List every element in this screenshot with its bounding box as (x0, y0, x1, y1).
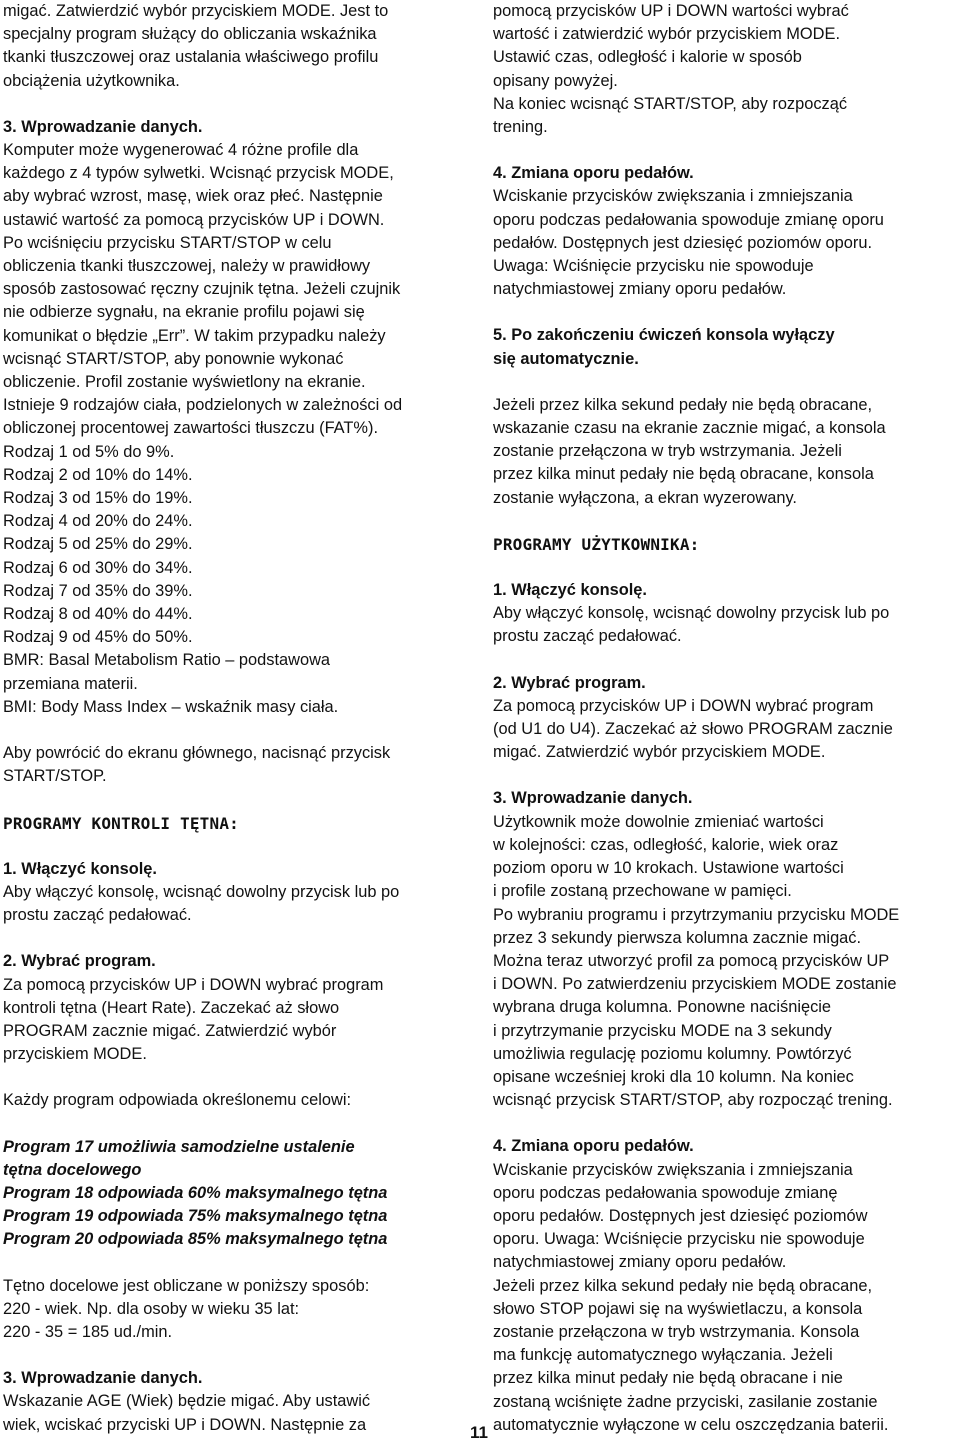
step-4-body: Wciskanie przycisków zwiększania i zmniejszania oporu podczas pedałowania spowoduje zmianę oporu pedałów. Dostępnych jest dziesięć poziomów oporu. Uwaga: Wciśnięcie przycisku nie spowoduje natychmiastowej zmiany oporu pedałów. (493, 187, 884, 299)
hr-step-3-body: Wskazanie AGE (Wiek) będzie migać. Aby ustawić wiek, wciskać przyciski UP i DOWN. Następnie za (3, 1392, 371, 1434)
user-step-3-body: Użytkownik może dowolnie zmieniać wartości w kolejności: czas, odległość, kalorie, wiek oraz poziom oporu w 10 krokach. Ustawione wartości i profile zostaną przechowane w pamięci. Po wybraniu programu i przytrzymaniu przycisku MODE przez 3 sekundy pierwsza kolumna zacznie migać. Można teraz utworzyć profil za pomocą przycisków UP i DOWN. Po zatwierdzeniu przyciskiem MODE zostanie wybrana druga kolumna. Ponowne naciśnięcie i przytrzymanie przycisku MODE na 3 sekundy umożliwia regulację poziomu kolumny. Powtórzyć opisane wcześniej kroki dla 10 kolumn. Na koniec wcisnąć przycisk START/STOP, aby rozpocząć trening. (493, 812, 900, 1110)
user-step-1-body: Aby włączyć konsolę, wcisnąć dowolny przycisk lub po prostu zacząć pedałować. (493, 604, 890, 646)
page-number: 11 (470, 1423, 488, 1442)
right-column (493, 0, 960, 1437)
target-hr-formula: Tętno docelowe jest obliczane w poniższy sposób: 220 - wiek. Np. dla osoby w wieku 35 lat: 220 - 35 = 185 ud./min. (3, 1276, 370, 1341)
body-type-item: Rodzaj 9 od 45% do 50%. (3, 628, 193, 647)
hr-step-2-heading: 2. Wybrać program. (3, 952, 156, 971)
user-step-4-heading: 4. Zmiana oporu pedałów. (493, 1137, 694, 1156)
bmi-definition: BMI: Body Mass Index – wskaźnik masy ciała. (3, 697, 339, 716)
program-item: Program 17 umożliwia samodzielne ustalenie tętna docelowego (3, 1137, 355, 1179)
continued-paragraph: pomocą przycisków UP i DOWN wartości wybrać wartość i zatwierdzić wybór przyciskiem MODE. Ustawić czas, odległość i kalorie w sposób opisany powyżej. Na koniec wcisnąć START/STOP, aby rozpocząć trening. (493, 2, 849, 137)
body-type-item: Rodzaj 4 od 20% do 24%. (3, 512, 193, 531)
user-step-1-heading: 1. Włączyć konsolę. (493, 581, 647, 600)
step-3-body: Komputer może wygenerować 4 różne profile dla każdego z 4 typów sylwetki. Wcisnąć przycisk MODE, aby wybrać wzrost, masę, wiek oraz płeć. Następnie ustawić wartość za pomocą przycisków UP i DOWN. Po wciśnięciu przycisku START/STOP w celu obliczenia tkanki tłuszczowej, należy w prawidłowy sposób zastosować ręczny czujnik tętna. Jeżeli czujnik nie odbierze sygnału, na ekranie profilu pojawi się komunikat o błędzie „Err”. W takim przypadku należy wcisnąć START/STOP, aby ponownie wykonać obliczenie. Profil zostanie wyświetlony na ekranie. Istnieje 9 rodzajów ciała, podzielonych w zależności od obliczonej procentowej zawartości tłuszczu (FAT%). (3, 141, 403, 438)
intro-paragraph: migać. Zatwierdzić wybór przyciskiem MODE. Jest to specjalny program służący do obliczania wskaźnika tkanki tłuszczowej oraz ustalania właściwego profilu obciążenia użytkownika. (3, 2, 389, 90)
return-instruction: Aby powrócić do ekranu głównego, nacisnąć przycisk START/STOP. (3, 744, 391, 786)
body-type-item: Rodzaj 2 od 10% do 14%. (3, 465, 193, 484)
left-column (3, 0, 473, 1437)
hr-step-1-heading: 1. Włączyć konsolę. (3, 859, 157, 878)
program-item: Program 20 odpowiada 85% maksymalnego tętna (3, 1230, 388, 1249)
user-step-4-body: Wciskanie przycisków zwiększania i zmniejszania oporu podczas pedałowania spowoduje zmianę oporu pedałów. Dostępnych jest dziesięć poziomów oporu. Uwaga: Wciśnięcie przycisku nie spowoduje natychmiastowej zmiany oporu pedałów. Jeżeli przez kilka sekund pedały nie będą obracane, słowo STOP pojawi się na wyświetlaczu, a konsola zostanie przełączona w tryb wstrzymania. Konsola ma funkcję automatycznego wyłączania. Jeżeli przez kilka minut pedały nie będą obracane i nie zostaną wciśnięte żadne przyciski, zasilanie zostanie automatycznie wyłączone w celu oszczędzania baterii. (493, 1160, 889, 1434)
user-step-2-heading: 2. Wybrać program. (493, 673, 646, 692)
step-5-body: Jeżeli przez kilka sekund pedały nie będą obracane, wskazanie czasu na ekranie zacznie migać, a konsola zostanie przełączona w tryb wstrzymania. Jeżeli przez kilka minut pedały nie będą obracane, konsola zostanie wyłączona, a ekran wyzerowany. (493, 395, 886, 507)
program-item: Program 19 odpowiada 75% maksymalnego tętna (3, 1207, 388, 1226)
program-goals-intro: Każdy program odpowiada określonemu celowi: (3, 1091, 352, 1110)
body-type-item: Rodzaj 5 od 25% do 29%. (3, 535, 193, 554)
user-step-3-heading: 3. Wprowadzanie danych. (493, 789, 693, 808)
user-programs-section-title: PROGRAMY UŻYTKOWNIKA: (493, 534, 700, 554)
body-type-item: Rodzaj 6 od 30% do 34%. (3, 558, 193, 577)
step-3-heading: 3. Wprowadzanie danych. (3, 117, 203, 136)
hr-step-1-body: Aby włączyć konsolę, wcisnąć dowolny przycisk lub po prostu zacząć pedałować. (3, 882, 400, 925)
body-type-item: Rodzaj 7 od 35% do 39%. (3, 581, 193, 600)
heart-rate-section-title: PROGRAMY KONTROLI TĘTNA: (3, 813, 239, 833)
program-item: Program 18 odpowiada 60% maksymalnego tętna (3, 1183, 388, 1202)
body-type-item: Rodzaj 1 od 5% do 9%. (3, 442, 175, 461)
body-type-item: Rodzaj 3 od 15% do 19%. (3, 489, 193, 508)
user-step-2-body: Za pomocą przycisków UP i DOWN wybrać program (od U1 do U4). Zaczekać aż słowo PROGRAM zacznie migać. Zatwierdzić wybór przyciskiem MODE. (493, 696, 893, 762)
hr-step-2-body: Za pomocą przycisków UP i DOWN wybrać program kontroli tętna (Heart Rate). Zaczekać aż słowo PROGRAM zacznie migać. Zatwierdzić wybór przyciskiem MODE. (3, 975, 384, 1064)
bmr-definition: BMR: Basal Metabolism Ratio – podstawowa przemiana materii. (3, 651, 331, 693)
step-4-heading: 4. Zmiana oporu pedałów. (493, 164, 694, 183)
body-type-item: Rodzaj 8 od 40% do 44%. (3, 605, 193, 624)
hr-step-3-heading: 3. Wprowadzanie danych. (3, 1369, 203, 1388)
step-5-heading: 5. Po zakończeniu ćwiczeń konsola wyłączy się automatycznie. (493, 326, 835, 368)
